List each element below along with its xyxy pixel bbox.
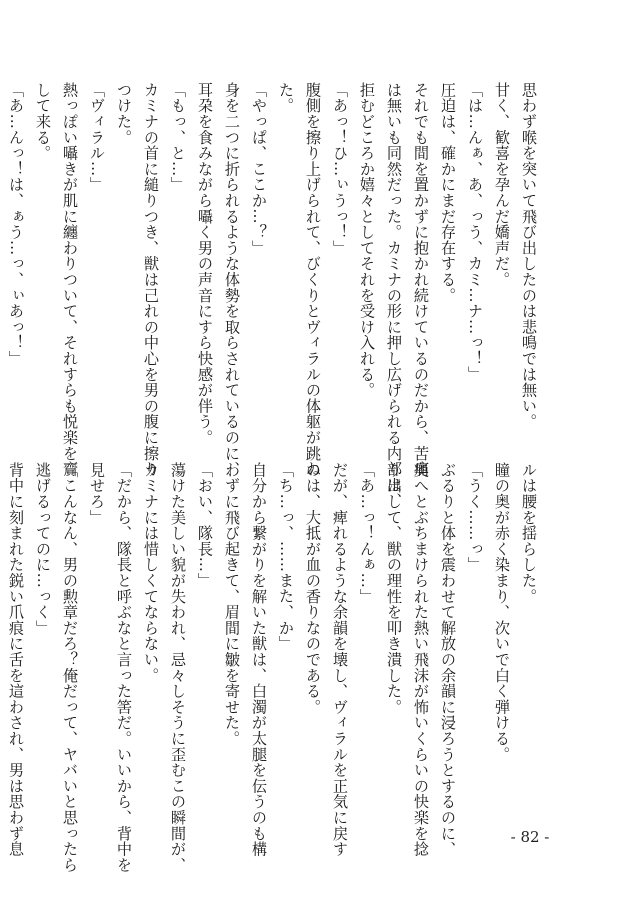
text-line: 見せろ」: [88, 462, 106, 526]
text-line: [0, 82, 2, 432]
text-line: わずに飛び起きて、眉間に皺を寄せた。: [223, 462, 241, 747]
text-line: のは、大抵が血の香りなのである。: [304, 462, 322, 715]
page-number: - 82 -: [510, 828, 550, 846]
text-line: 熱っぽい囁きが肌に纏わりついて、それすらも悦楽を齎: [61, 82, 79, 477]
text-line: 「ち…っ、……また、か」: [277, 462, 295, 652]
text-line: 腹側を擦り上げられて、びくりとヴィラルの体躯が跳ね: [304, 82, 322, 477]
text-line: は無いも同然だった。カミナの形に押し広げられる内部は、: [385, 82, 403, 509]
text-line: 甘く、歓喜を孕んだ嬌声だ。: [493, 82, 511, 288]
text-line: 自分から繋がりを解いた獣は、白濁が太腿を伝うのも構: [250, 462, 268, 857]
text-line: 「あ…っ！んぁ…」: [358, 462, 376, 605]
text-line: 耳朶を食みながら囁く男の声音にすら快感が伴う。: [196, 82, 214, 446]
text-line: 「もっ、と…」: [169, 82, 187, 193]
text-line: カミナの首に縋りつき、獣は己れの中心を男の腹に擦り: [142, 82, 160, 477]
text-line: 瞳の奥が赤く染まり、次いで白く弾ける。: [493, 462, 511, 763]
text-line: 「だから、隊長と呼ぶなと言った筈だ。いいから、背中を: [115, 462, 133, 873]
text-line: 「うく……っ」: [466, 462, 484, 573]
text-line: だが、痺れるような余韻を壊し、ヴィラルを正気に戻す: [331, 462, 349, 857]
text-line: して来る。: [34, 82, 52, 161]
text-line: 「は…んぁ、あ、っう、カミ…ナ…っ！」: [466, 82, 484, 383]
text-line: 逃げるってのに…っく」: [34, 462, 52, 636]
text-line: 背中に刻まれた鋭い爪痕に舌を這わされ、男は思わず息: [7, 462, 25, 857]
text-line: それでも間を置かずに抱かれ続けているのだから、苦痛: [412, 82, 430, 477]
text-line: り出して、獣の理性を叩き潰した。: [385, 462, 403, 715]
text-line: 「こんなん、男の勲章だろ？俺だって、ヤバいと思ったら: [61, 462, 79, 873]
text-line: た。: [277, 82, 295, 114]
text-line: ぶるりと体を震わせて解放の余韻に浸ろうとするのに、: [439, 462, 457, 857]
text-line: 思わず喉を突いて飛び出したのは悲鳴では無い。: [520, 82, 538, 430]
text-line: 「おい、隊長…」: [196, 462, 214, 589]
text-line: 「やっぱ、ここか…？」: [250, 82, 268, 256]
text-line: 「あ…んっ！は、ぁう…っ、ぃあっ！」: [7, 82, 25, 367]
text-line: 身を二つに折られるような体勢を取らされているのに、: [223, 82, 241, 477]
text-line: 圧迫は、確かにまだ存在する。: [439, 82, 457, 304]
text-line: 「あっ！ひ…ぃうっ！」: [331, 82, 349, 256]
text-line: 拒むどころか嬉々としてそれを受け入れる。: [358, 82, 376, 398]
text-line: 奥へとぶちまけられた熱い飛沫が怖いくらいの快楽を捻: [412, 462, 430, 857]
text-line: つけた。: [115, 82, 133, 146]
text-line: 蕩けた美しい貌が失われ、忌々しそうに歪むこの瞬間が、: [169, 462, 187, 873]
text-line: カミナには惜しくてならない。: [142, 462, 160, 684]
text-line: ルは腰を揺らした。: [520, 462, 538, 605]
text-line: 「ヴィラル…」: [88, 82, 106, 193]
